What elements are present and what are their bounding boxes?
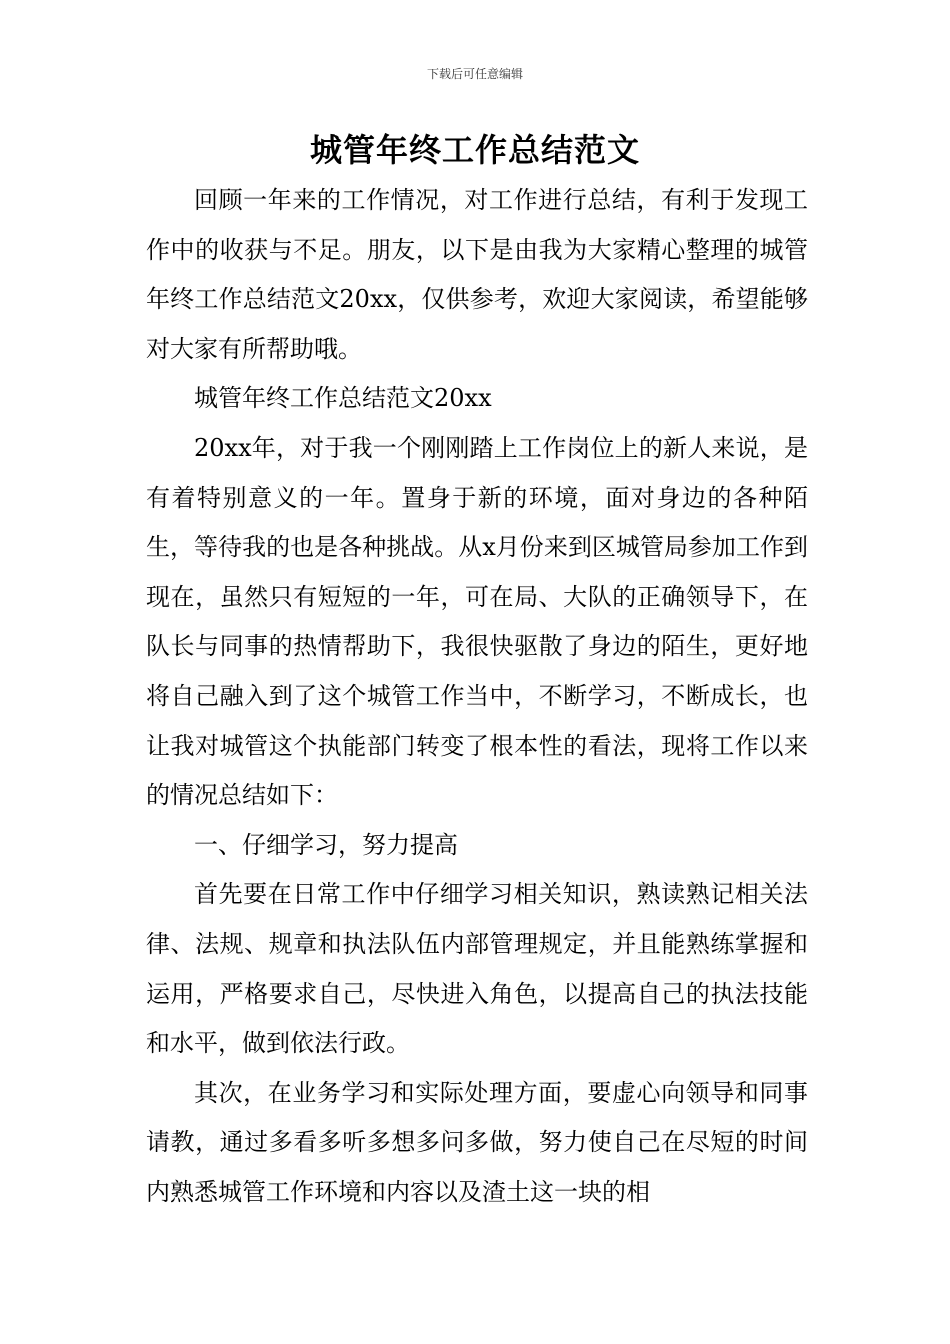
paragraph-study: 首先要在日常工作中仔细学习相关知识，熟读熟记相关法律、法规、规章和执法队伍内部管理规定，并且能熟练掌握和运用，严格要求自己，尽快进入角色，以提高自己的执法技能和水平，做到依法行政。 — [146, 880, 808, 1058]
paragraph-intro: 回顾一年来的工作情况，对工作进行总结，有利于发现工作中的收获与不足。朋友，以下是由我为大家精心整理的城管年终工作总结范文20xx，仅供参考，欢迎大家阅读，希望能够对大家有所帮助哦。 — [146, 186, 808, 363]
paragraph-practice: 其次，在业务学习和实际处理方面，要虚心向领导和同事请教，通过多看多听多想多问多做，努力使自己在尽短的时间内熟悉城管工作环境和内容以及渣土这一块的相 — [146, 1078, 808, 1206]
paragraph-subtitle: 城管年终工作总结范文20xx — [194, 384, 492, 413]
document-body — [146, 176, 808, 1217]
header-note: 下载后可任意编辑 — [426, 67, 523, 81]
section-heading-1: 一、仔细学习，努力提高 — [194, 830, 458, 859]
document-title: 城管年终工作总结范文 — [309, 131, 640, 169]
paragraph-overview: 20xx年，对于我一个刚刚踏上工作岗位上的新人来说，是有着特别意义的一年。置身于新的环境，面对身边的各种陌生，等待我的也是各种挑战。从x月份来到区城管局参加工作到现在，虽然只有短短的一年，可在局、大队的正确领导下，在队长与同事的热情帮助下，我很快驱散了身边的陌生，更好地将自己融入到了这个城管工作当中，不断学习，不断成长，也让我对城管这个执能部门转变了根本性的看法，现将工作以来的情况总结如下： — [146, 433, 808, 810]
